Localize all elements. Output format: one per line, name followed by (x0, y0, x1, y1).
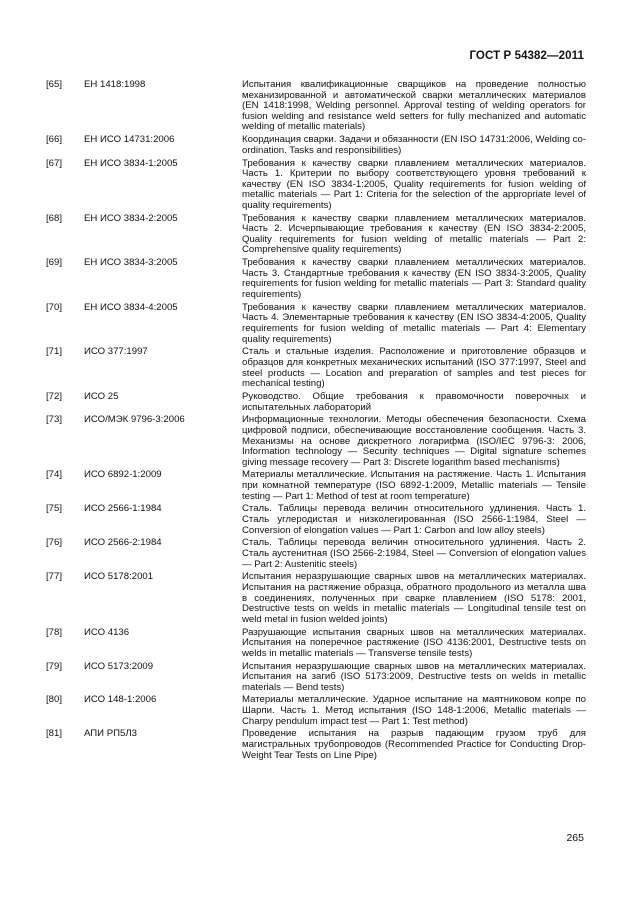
reference-code: ИСО 25 (84, 390, 119, 402)
reference-code: ИСО 2566-1:1984 (84, 503, 162, 515)
reference-entry (46, 504, 586, 536)
reference-entry (46, 347, 586, 389)
reference-description: Сталь. Таблицы перевода величин относительного удлинения. Часть 2. Сталь аустенитная (ISO 2566-2:1984, Steel — Conversion of elongation values — Part 2: Austenitic steels) (242, 537, 586, 570)
reference-description: Информационные технологии. Методы обеспечения безопасности. Схема цифровой подписи, обеспечивающие восстановление сообщения. Часть 3. Механизмы на основе дискретного логарифма (ISO/IEC 9796-3: 2006, Information technology — Security techniques — Digital signature schemes giving message recovery — Part 3: Discrete logarithm based mechanisms) (242, 414, 586, 468)
reference-code: ЕН ИСО 3834-4:2005 (84, 301, 178, 313)
reference-number: [79] (46, 660, 63, 672)
reference-description: Испытания неразрушающие сварных швов на металлических материалах. Испытания на растяжение образца, обратного продольного из металла шва в соединениях, полученных при сварке плавлением (ISO 5178: 2001, Destructive tests on welds in metallic materials — Longitudinal tensile test on weld metal in fusion welded joints) (242, 571, 586, 625)
reference-number: [77] (46, 571, 63, 583)
reference-number: [71] (46, 346, 63, 358)
page-number: 265 (566, 832, 584, 844)
reference-entry (46, 628, 586, 660)
reference-description: Разрушающие испытания сварных швов на металлических материалах. Испытания на поперечное растяжение (ISO 4136:2001, Destructive tests on welds in metallic materials — Transverse tensile tests) (242, 626, 586, 659)
reference-description: Требования к качеству сварки плавлением металлических материалов. Часть 2. Исчерпывающие требования к качеству (EN ISO 3834-2:2005, Quality requirements for fusion welding of metallic materials — Part 2: Comprehensive quality requirements) (242, 212, 586, 256)
bibliography-list (46, 80, 586, 763)
reference-description: Требования к качеству сварки плавлением металлических материалов. Часть 1. Критерии по выбору соответствующего уровня требований к качеству (EN ISO 3834-1:2005, Quality requirements for fusion welding of metallic materials — Part 1: Criteria for the selection of the appropriate level of quality requirements) (242, 157, 586, 211)
reference-entry (46, 538, 586, 570)
reference-entry (46, 470, 586, 502)
reference-code: ЕН ИСО 3834-2:2005 (84, 212, 178, 224)
reference-description: Руководство. Общие требования к правомочности поверочных и испытательных лабораторий (242, 390, 586, 413)
reference-number: [72] (46, 390, 63, 402)
reference-code: ИСО 377:1997 (84, 346, 148, 358)
reference-number: [70] (46, 301, 63, 313)
reference-number: [75] (46, 503, 63, 515)
reference-entry (46, 392, 586, 413)
reference-entry (46, 572, 586, 625)
reference-description: Сталь. Таблицы перевода величин относительного удлинения. Часть 1. Сталь углеродистая и низколегированная (ISO 2566-1:1984, Steel — Conversion of elongation values — Part 1: Carbon and low alloy steels) (242, 503, 586, 536)
reference-description: Материалы металлические. Ударное испытание на маятниковом копре по Шарпи. Часть 1. Метод испытания (ISO 148-1:2006, Metallic materials — Charpy pendulum impact test — Part 1: Test method) (242, 694, 586, 727)
reference-number: [67] (46, 157, 63, 169)
reference-code: ИСО 6892-1:2009 (84, 469, 162, 481)
reference-number: [68] (46, 212, 63, 224)
reference-description: Требования к качеству сварки плавлением металлических материалов. Часть 4. Элементарные требования к качеству (EN ISO 3834-4:2005, Quality requirements for fusion welding of metallic materials — Part 4: Elementary quality requirements) (242, 301, 586, 345)
reference-code: ИСО 148-1:2006 (84, 694, 157, 706)
reference-number: [73] (46, 414, 63, 426)
document-header: ГОСТ Р 54382—2011 (469, 50, 584, 62)
reference-number: [76] (46, 537, 63, 549)
reference-code: ИСО/МЭК 9796-3:2006 (84, 414, 185, 426)
reference-code: ЕН ИСО 14731:2006 (84, 134, 175, 146)
reference-description: Сталь и стальные изделия. Расположение и приготовление образцов и образцов для конкретных механических испытаний (ISO 377:1997, Steel and steel products — Location and preparation of samples and test pieces for mechanical testing) (242, 346, 586, 390)
reference-description: Испытания неразрушающие сварных швов на металлических материалах. Испытания на загиб (ISO 5173:2009, Destructive tests on welds in metallic materials — Bend tests) (242, 660, 586, 693)
reference-code: ИСО 4136 (84, 626, 130, 638)
reference-description: Проведение испытания на разрыв падающим грузом труб для магистральных трубопроводов (Recommended Practice for Conducting Drop-Weight Tear Tests on Line Pipe) (242, 728, 586, 761)
reference-code: ЕН ИСО 3834-1:2005 (84, 157, 178, 169)
reference-description: Требования к качеству сварки плавлением металлических материалов. Часть 3. Стандартные требования к качеству (EN ISO 3834-3:2005, Quality requirements for fusion welding for metallic materials — Part 3: Standard quality requirements) (242, 257, 586, 301)
reference-number: [78] (46, 626, 63, 638)
reference-number: [65] (46, 79, 63, 90)
reference-entry (46, 258, 586, 300)
reference-entry (46, 214, 586, 256)
reference-number: [69] (46, 257, 63, 269)
reference-code: ИСО 5173:2009 (84, 660, 154, 672)
reference-number: [74] (46, 469, 63, 481)
reference-code: ИСО 5178:2001 (84, 571, 154, 583)
reference-entry (46, 695, 586, 727)
reference-code: ЕН ИСО 3834-3:2005 (84, 257, 178, 269)
reference-description: Координация сварки. Задачи и обязанности (EN ISO 14731:2006, Welding co-ordination. Tasks and responsibilities) (242, 134, 586, 156)
reference-entry (46, 303, 586, 345)
reference-number: [80] (46, 694, 63, 706)
reference-entry (46, 729, 586, 761)
reference-number: [66] (46, 134, 63, 146)
reference-entry (46, 415, 586, 468)
reference-code: АПИ РП5Л3 (84, 728, 138, 740)
reference-code: ИСО 2566-2:1984 (84, 537, 162, 549)
reference-code: ЕН 1418:1998 (84, 79, 146, 90)
reference-entry (46, 662, 586, 694)
reference-entry (46, 159, 586, 212)
reference-entry (46, 80, 586, 133)
reference-number: [81] (46, 728, 63, 740)
reference-description: Материалы металлические. Испытания на растяжение. Часть 1. Испытания при комнатной температуре (ISO 6892-1:2009, Metallic materials — Tensile testing — Part 1: Method of test at room temperature) (242, 469, 586, 502)
reference-description: Испытания квалификационные сварщиков на проведение полностью механизированной и автоматической сварки металлических материалов (EN 1418:1998, Welding personnel. Approval testing of welding operators for fusion welding and resistance weld setters for fully mechanized and automatic welding of metallic materials) (242, 79, 586, 133)
reference-entry (46, 135, 586, 156)
